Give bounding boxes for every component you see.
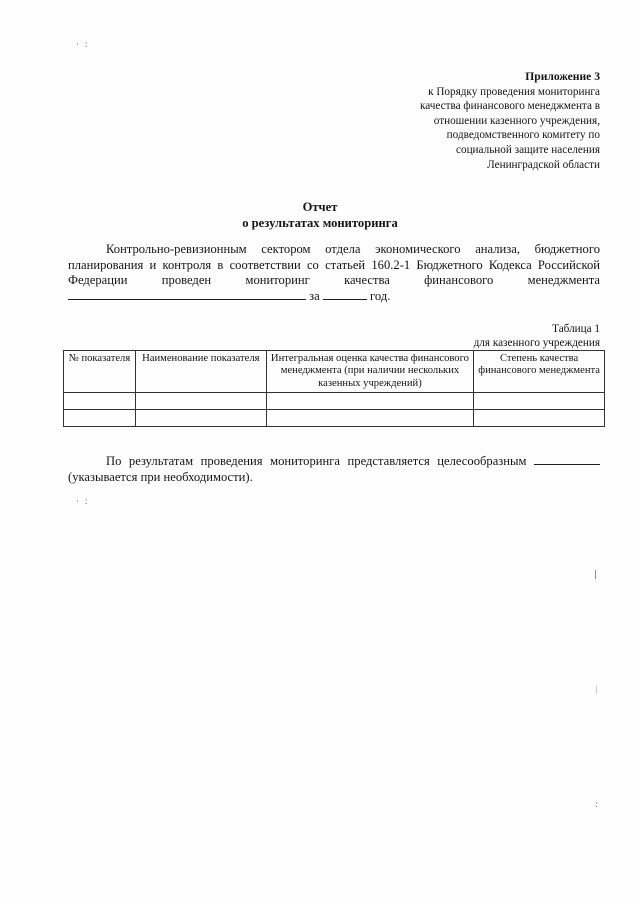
report-subtitle: о результатах мониторинга: [242, 216, 398, 230]
closing-text: По результатам проведения мониторинга представляется целесообразным: [106, 454, 527, 468]
table-cell: [64, 410, 136, 427]
intro-paragraph: [68, 242, 600, 304]
scan-mark: ᛁ: [594, 686, 600, 696]
table-cell: [266, 393, 473, 410]
table-caption-title: Таблица 1: [552, 323, 600, 335]
appendix-line: Ленинградской области: [487, 158, 600, 171]
table-caption-subtitle: для казенного учреждения: [473, 337, 600, 349]
appendix-line: качества финансового менеджмента в: [419, 100, 600, 113]
intro-text: Контрольно-ревизионным сектором отдела экономического анализа, бюджетного планирования и контроля в соответствии со статьей 160.2-1 Бюджетного Кодекса Российской Федерации проведен мониторинг качества финансового менеджмента: [68, 242, 600, 288]
blank-line-recommendation: [534, 454, 600, 465]
appendix-block: [370, 70, 600, 172]
header-number: № показателя: [64, 351, 136, 393]
appendix-line: социальной защите населения: [456, 143, 600, 156]
intro-for-word: за: [309, 288, 320, 303]
appendix-line: отношении казенного учреждения,: [433, 114, 600, 127]
table-row: [64, 410, 605, 427]
report-heading: [0, 199, 640, 231]
scan-mark: · :: [76, 40, 88, 50]
blank-line-year: [323, 289, 367, 300]
table-cell: [266, 410, 473, 427]
results-table: [63, 350, 605, 427]
appendix-line: к Порядку проведения мониторинга: [428, 85, 600, 98]
scan-mark: · :: [76, 497, 88, 507]
header-quality-degree: Степень качества финансового менеджмента: [474, 351, 605, 393]
appendix-line: подведомственного комитету по: [446, 129, 600, 142]
table-cell: [474, 410, 605, 427]
closing-note: (указывается при необходимости).: [68, 469, 253, 484]
scan-mark: :: [595, 800, 599, 810]
table-caption: [474, 322, 600, 351]
header-integral-score: Интегральная оценка качества финансового менеджмента (при наличии нескольких казенных учреждений): [266, 351, 473, 393]
closing-paragraph: [68, 454, 600, 485]
table-cell: [64, 393, 136, 410]
appendix-title: Приложение 3: [525, 70, 600, 83]
intro-year-word: год.: [370, 288, 391, 303]
table-row: [64, 393, 605, 410]
table-header-row: [64, 351, 605, 393]
report-title: Отчет: [302, 200, 338, 214]
blank-line-institution: [68, 289, 306, 300]
header-indicator-name: Наименование показателя: [135, 351, 266, 393]
table-cell: [135, 393, 266, 410]
table-cell: [474, 393, 605, 410]
scan-mark: |: [594, 570, 598, 580]
table-cell: [135, 410, 266, 427]
